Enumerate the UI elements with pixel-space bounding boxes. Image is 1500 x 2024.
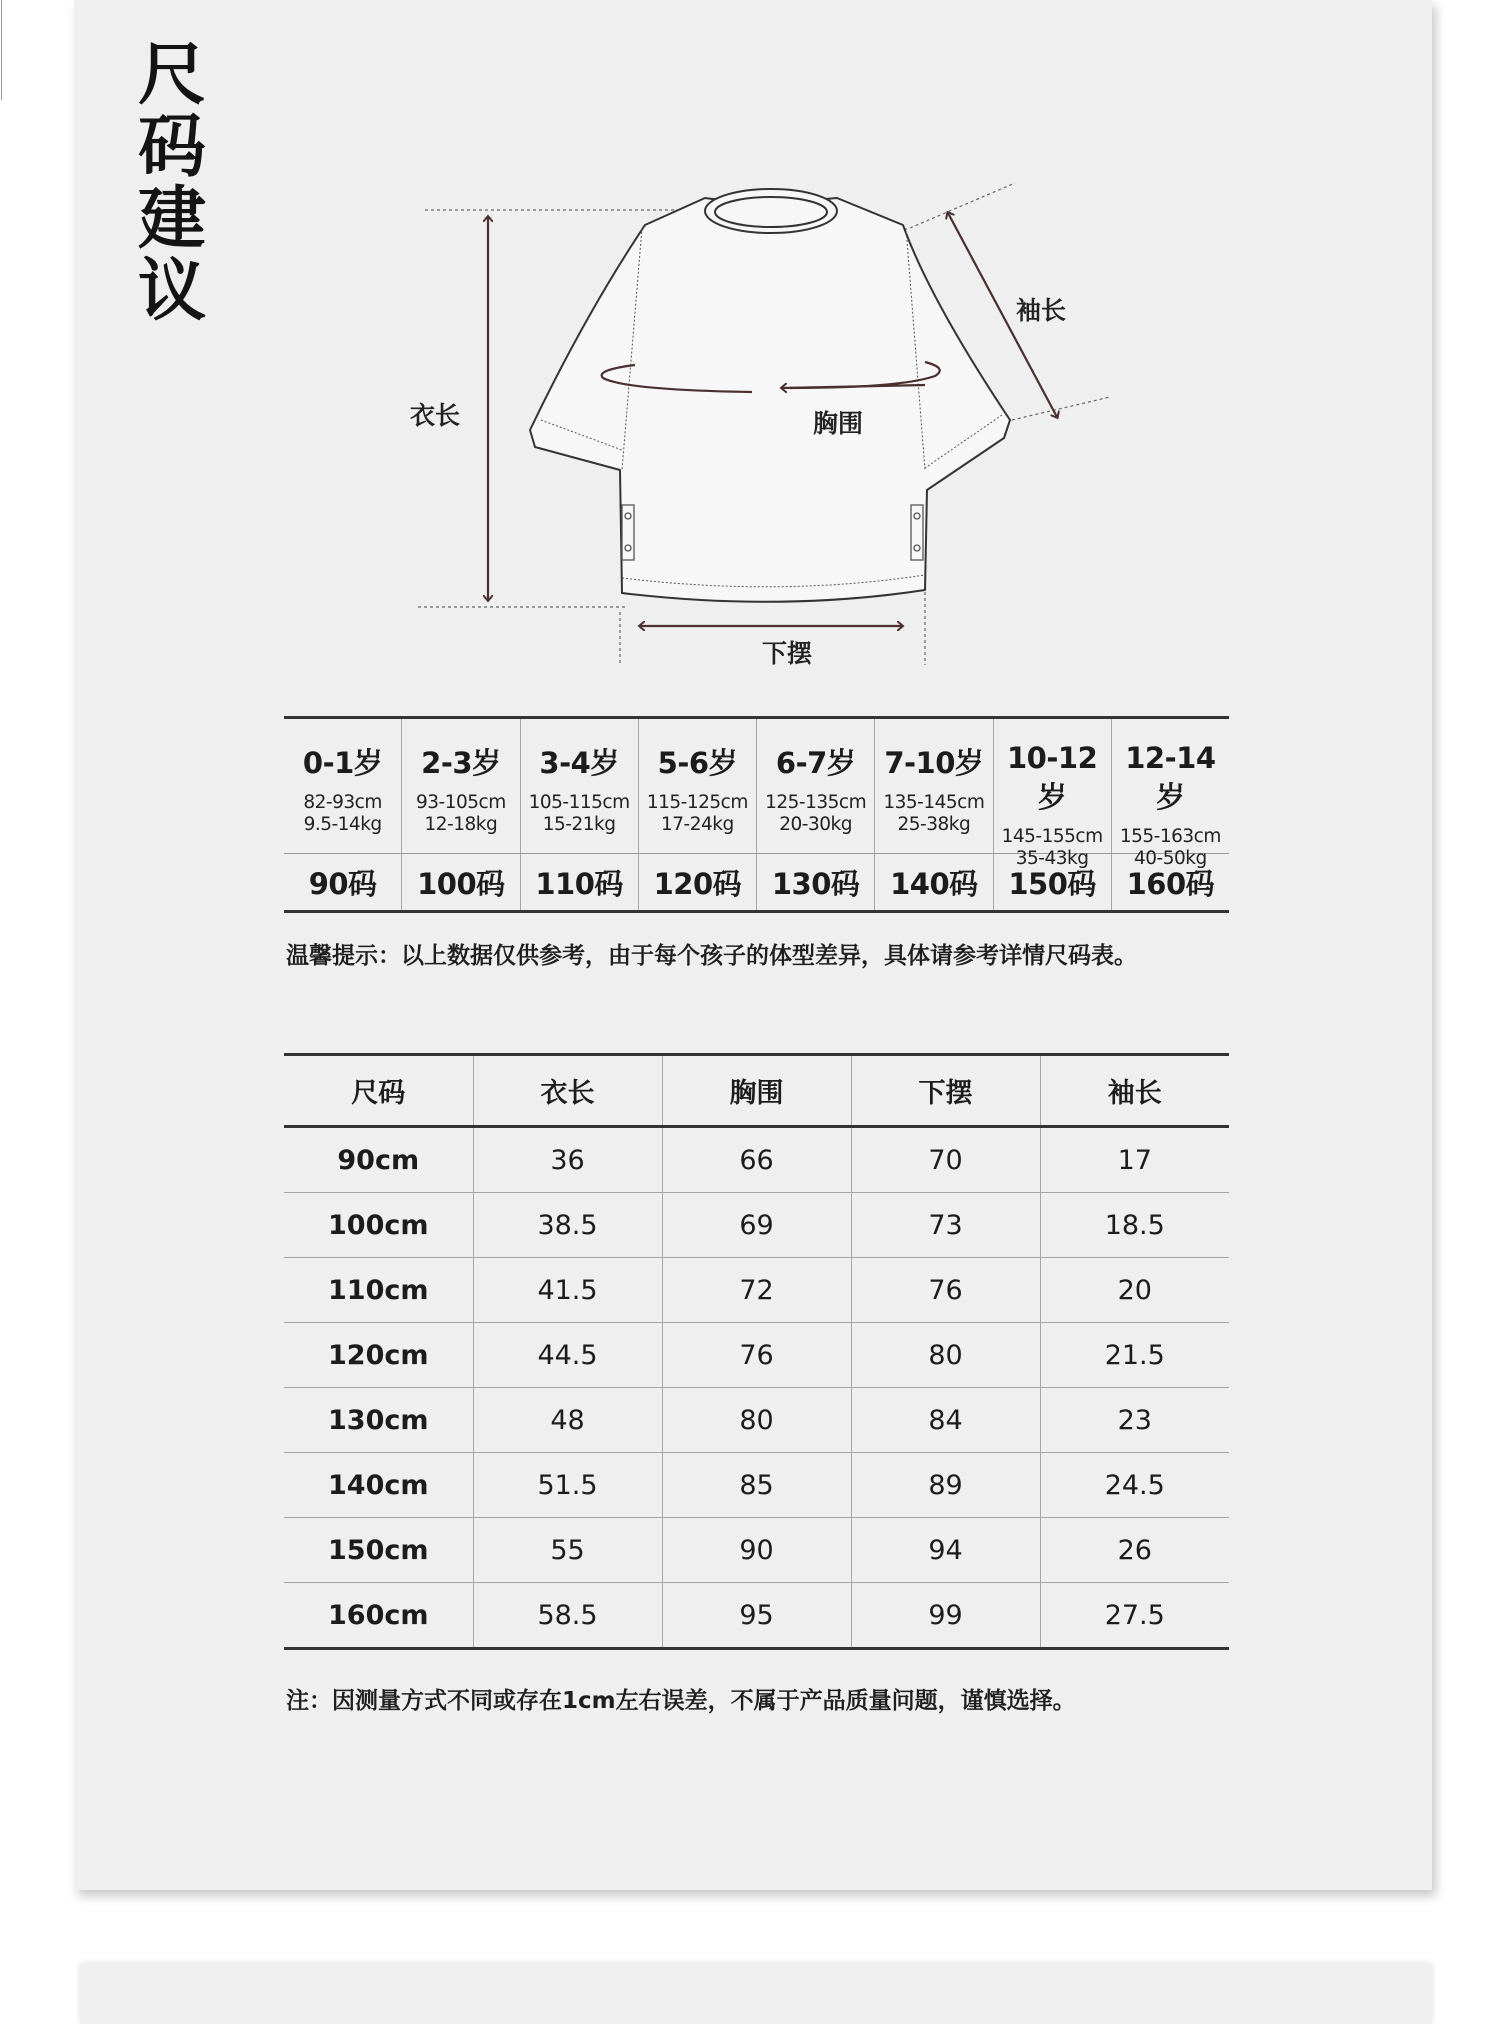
age-label: 12-14岁	[1125, 741, 1216, 814]
sleeve-cell: 18.5	[1040, 1193, 1229, 1258]
tip-text: 温馨提示：以上数据仅供参考，由于每个孩子的体型差异，具体请参考详情尺码表。	[286, 943, 1137, 969]
body-metrics	[647, 792, 748, 836]
size-label: 160码	[1111, 854, 1229, 910]
weight-range: 25-38kg	[897, 814, 971, 835]
body-metrics	[529, 792, 630, 836]
body-metrics	[303, 792, 381, 836]
header-chest: 胸围	[662, 1055, 851, 1127]
age-cell	[993, 719, 1111, 869]
size-label: 150码	[993, 854, 1111, 910]
next-card	[80, 1964, 1432, 2024]
hem-cell: 94	[851, 1518, 1040, 1583]
size-label: 100码	[401, 854, 519, 910]
chest-cell: 69	[662, 1193, 851, 1258]
age-label: 10-12岁	[1007, 741, 1098, 814]
age-label: 7-10岁	[884, 746, 984, 780]
weight-range: 15-21kg	[542, 814, 616, 835]
size-label: 90码	[308, 866, 377, 901]
height-range: 93-105cm	[416, 792, 506, 813]
chest-label: 胸围	[813, 409, 864, 438]
size-label: 140码	[874, 854, 992, 910]
weight-range: 35-43kg	[1015, 848, 1089, 869]
size-cell: 130cm	[284, 1388, 473, 1453]
height-range: 135-145cm	[883, 792, 985, 813]
header-hem: 下摆	[851, 1055, 1040, 1127]
size-cell: 120cm	[284, 1323, 473, 1388]
title-char: 议	[137, 252, 206, 331]
hem-cell: 80	[851, 1323, 1040, 1388]
table-header-row	[284, 1055, 1229, 1127]
tshirt-measure-diagram	[0, 0, 1500, 700]
chest-cell: 76	[662, 1323, 851, 1388]
hem-cell: 73	[851, 1193, 1040, 1258]
hem-cell: 84	[851, 1388, 1040, 1453]
sleeve-cell: 20	[1040, 1258, 1229, 1323]
chest-cell: 66	[662, 1127, 851, 1193]
hem-label: 下摆	[762, 639, 813, 668]
sleeve-cell: 26	[1040, 1518, 1229, 1583]
age-cell	[284, 719, 401, 853]
sleeve-label: 袖长	[1016, 296, 1067, 325]
table-row	[284, 1453, 1229, 1518]
table-row	[284, 1583, 1229, 1649]
size-label: 110码	[520, 854, 638, 910]
height-range: 155-163cm	[1119, 826, 1221, 847]
age-label: 2-3岁	[421, 746, 501, 780]
size-row	[284, 853, 1229, 913]
table-row	[284, 1518, 1229, 1583]
chest-cell: 95	[662, 1583, 851, 1649]
chest-cell: 72	[662, 1258, 851, 1323]
age-label: 6-7岁	[775, 746, 856, 780]
weight-range: 17-24kg	[661, 814, 734, 835]
size-recommendation-table	[284, 716, 1229, 913]
age-cell	[520, 719, 638, 853]
hem-cell: 99	[851, 1583, 1040, 1649]
header-size: 尺码	[351, 1078, 406, 1109]
age-cell	[756, 719, 874, 853]
table-row	[284, 1388, 1229, 1453]
tshirt-outline	[530, 189, 1010, 602]
sleeve-cell: 21.5	[1040, 1323, 1229, 1388]
weight-range: 12-18kg	[424, 814, 498, 835]
title-char: 尺	[137, 36, 206, 115]
age-label: 3-4岁	[539, 746, 619, 780]
body-metrics	[765, 792, 866, 836]
chest-cell: 90	[662, 1518, 851, 1583]
height-range: 82-93cm	[303, 792, 382, 813]
title-char: 码	[137, 108, 206, 187]
size-label: 120码	[638, 854, 756, 910]
length-cell: 51.5	[473, 1453, 662, 1518]
age-cell	[638, 719, 756, 853]
height-range: 145-155cm	[1001, 826, 1103, 847]
length-cell: 38.5	[473, 1193, 662, 1258]
age-row	[284, 716, 1229, 869]
header-sleeve: 袖长	[1040, 1055, 1229, 1127]
age-cell	[1111, 719, 1229, 869]
hem-cell: 76	[851, 1258, 1040, 1323]
length-cell: 41.5	[473, 1258, 662, 1323]
age-cell	[874, 719, 992, 853]
sleeve-cell: 24.5	[1040, 1453, 1229, 1518]
weight-range: 40-50kg	[1134, 848, 1207, 869]
length-cell: 44.5	[473, 1323, 662, 1388]
length-cell: 58.5	[473, 1583, 662, 1649]
title-char: 建	[137, 180, 206, 259]
body-metrics	[883, 792, 984, 836]
table-row	[284, 1323, 1229, 1388]
age-label: 5-6岁	[657, 746, 738, 780]
weight-range: 20-30kg	[779, 814, 852, 835]
size-cell: 90cm	[284, 1127, 473, 1193]
table-row	[284, 1127, 1229, 1193]
header-length: 衣长	[473, 1055, 662, 1127]
hem-cell: 70	[851, 1127, 1040, 1193]
footnote-text: 注：因测量方式不同或存在1cm左右误差，不属于产品质量问题，谨慎选择。	[286, 1688, 1076, 1714]
weight-range: 9.5-14kg	[303, 814, 382, 835]
height-range: 105-115cm	[528, 792, 630, 813]
length-cell: 55	[473, 1518, 662, 1583]
length-cell: 48	[473, 1388, 662, 1453]
size-cell: 140cm	[284, 1453, 473, 1518]
chest-cell: 80	[662, 1388, 851, 1453]
length-label: 衣长	[410, 401, 461, 430]
sleeve-cell: 23	[1040, 1388, 1229, 1453]
size-cell: 100cm	[284, 1193, 473, 1258]
body-metrics	[416, 792, 506, 836]
hem-cell: 89	[851, 1453, 1040, 1518]
chest-cell: 85	[662, 1453, 851, 1518]
size-measurement-table	[284, 1053, 1229, 1650]
age-label: 0-1岁	[302, 746, 383, 780]
size-label: 130码	[756, 854, 874, 910]
sleeve-cell: 17	[1040, 1127, 1229, 1193]
size-cell: 150cm	[284, 1518, 473, 1583]
size-cell: 110cm	[284, 1258, 473, 1323]
sleeve-cell: 27.5	[1040, 1583, 1229, 1649]
table-row	[284, 1193, 1229, 1258]
height-range: 125-135cm	[765, 792, 867, 813]
size-cell: 160cm	[284, 1583, 473, 1649]
height-range: 115-125cm	[646, 792, 748, 813]
length-cell: 36	[473, 1127, 662, 1193]
table-row	[284, 1258, 1229, 1323]
age-cell	[401, 719, 519, 853]
